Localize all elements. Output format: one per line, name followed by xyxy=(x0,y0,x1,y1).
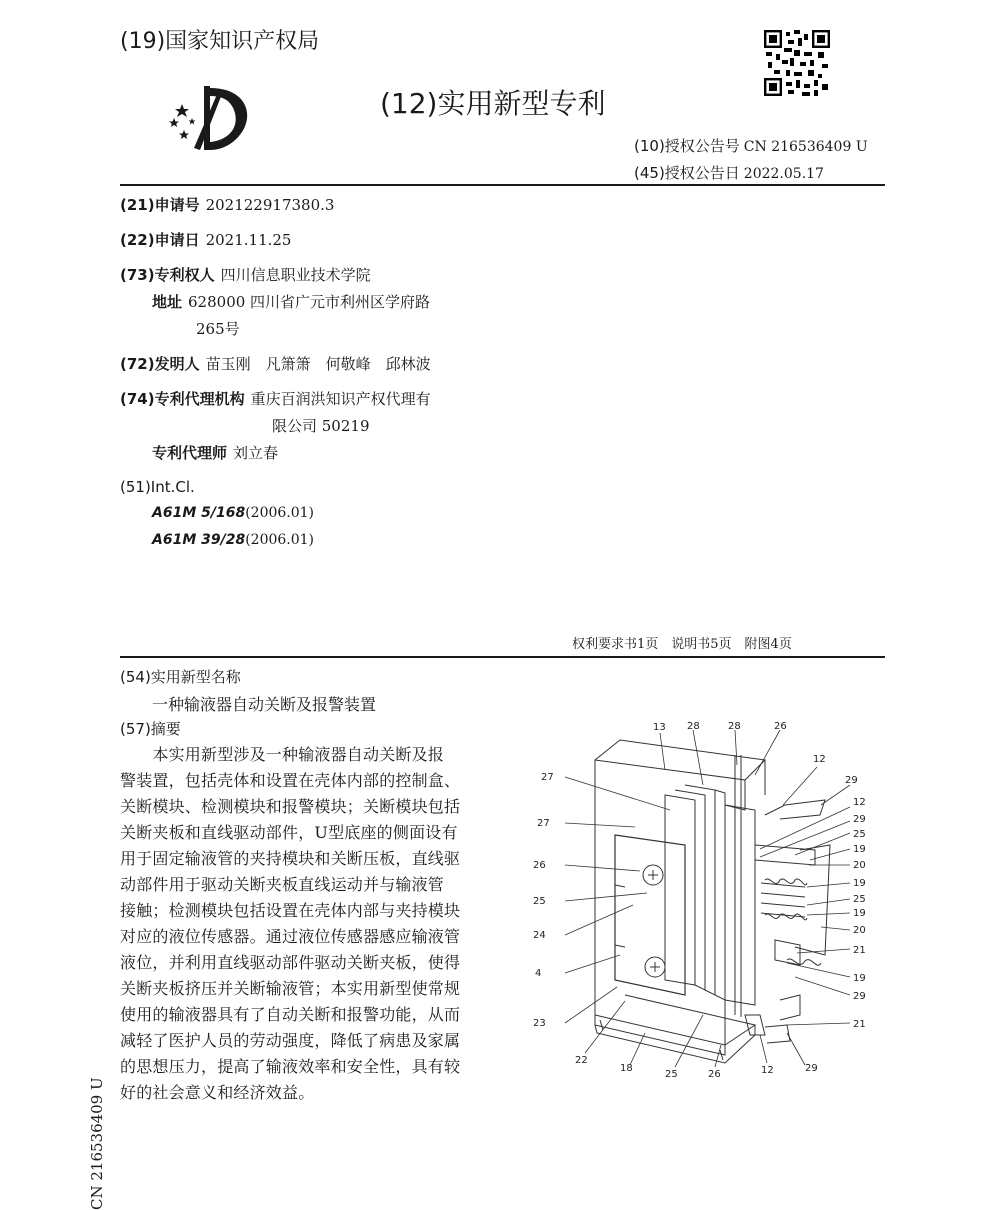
abstract-line: 减轻了医护人员的劳动强度，降低了病患及家属 xyxy=(120,1031,461,1050)
part-label: 25 xyxy=(853,894,866,905)
patent-agent: 专利代理师 刘立春 xyxy=(152,444,279,462)
part-label: 24 xyxy=(533,930,546,941)
part-label: 21 xyxy=(853,1019,866,1030)
abstract-line: 警装置，包括壳体和设置在壳体内部的控制盒、 xyxy=(120,771,461,790)
part-label: 12 xyxy=(813,754,826,765)
abstract-label: (57)摘要 xyxy=(120,720,181,738)
document-type: (12)实用新型专利 xyxy=(380,87,606,120)
abstract-line: 的思想压力，提高了输液效率和安全性，具有较 xyxy=(120,1057,461,1076)
part-label: 19 xyxy=(853,973,866,984)
application-date: (22)申请日 2021.11.25 xyxy=(120,231,292,249)
abstract-line: 液位，并利用直线驱动部件驱动关断夹板，使得 xyxy=(120,953,461,972)
abstract-line: 接触；检测模块包括设置在壳体内部与夹持模块 xyxy=(120,901,461,920)
abstract-line: 本实用新型涉及一种输液器自动关断及报 xyxy=(120,745,445,764)
header-divider xyxy=(120,184,885,186)
publication-number: (10)授权公告号 CN 216536409 U xyxy=(634,137,868,155)
abstract-line: 好的社会意义和经济效益。 xyxy=(120,1083,315,1102)
part-label: 29 xyxy=(853,991,866,1002)
part-label: 19 xyxy=(853,844,866,855)
abstract-line: 关断夹板挤压并关断输液管；本实用新型使常规 xyxy=(120,979,461,998)
abstract-line: 对应的液位传感器。通过液位传感器感应输液管 xyxy=(120,927,461,946)
part-label: 23 xyxy=(533,1018,546,1029)
utility-model-name-label: (54)实用新型名称 xyxy=(120,668,241,686)
part-label: 13 xyxy=(653,722,666,733)
part-label: 26 xyxy=(774,721,787,732)
part-label: 22 xyxy=(575,1055,588,1066)
abstract-line: 关断夹板和直线驱动部件，U型底座的侧面设有 xyxy=(120,823,458,842)
cnipa-logo xyxy=(160,78,260,158)
patent-agency: (74)专利代理机构 重庆百润洪知识产权代理有 xyxy=(120,390,431,408)
part-label: 12 xyxy=(761,1065,774,1076)
publication-date: (45)授权公告日 2022.05.17 xyxy=(634,164,824,182)
abstract-line: 使用的输液器具有了自动关断和报警功能，从而 xyxy=(120,1005,461,1024)
part-label: 26 xyxy=(533,860,546,871)
ipc-label: (51)Int.Cl. xyxy=(120,478,195,496)
part-label: 19 xyxy=(853,908,866,919)
body-divider xyxy=(120,656,885,658)
part-label: 20 xyxy=(853,860,866,871)
side-publication-number: CN 216536409 U xyxy=(88,1077,106,1210)
address-continued: 265号 xyxy=(196,320,240,338)
part-label: 29 xyxy=(853,814,866,825)
part-label: 28 xyxy=(687,721,700,732)
part-label: 20 xyxy=(853,925,866,936)
part-label: 25 xyxy=(665,1069,678,1080)
application-number: (21)申请号 202122917380.3 xyxy=(120,196,335,214)
page-counts: 权利要求书1页 说明书5页 附图4页 xyxy=(572,637,792,652)
office-name: (19)国家知识产权局 xyxy=(120,29,320,54)
part-label: 4 xyxy=(535,968,542,979)
part-label: 26 xyxy=(708,1069,721,1080)
qr-code xyxy=(764,30,830,96)
part-label: 18 xyxy=(620,1063,633,1074)
part-label: 27 xyxy=(541,772,554,783)
utility-model-title: 一种输液器自动关断及报警装置 xyxy=(152,695,377,714)
part-label: 21 xyxy=(853,945,866,956)
part-label: 29 xyxy=(805,1063,818,1074)
part-label: 28 xyxy=(728,721,741,732)
patentee: (73)专利权人 四川信息职业技术学院 xyxy=(120,266,371,284)
part-label: 12 xyxy=(853,797,866,808)
device-drawing xyxy=(525,715,880,1085)
abstract-line: 动部件用于驱动关断夹板直线运动并与输液管 xyxy=(120,875,445,894)
abstract-line: 用于固定输液管的夹持模块和关断压板，直线驱 xyxy=(120,849,461,868)
part-label: 19 xyxy=(853,878,866,889)
part-label: 29 xyxy=(845,775,858,786)
inventors: (72)发明人 苗玉刚 凡箫箫 何敬峰 邱林波 xyxy=(120,355,431,373)
part-label: 25 xyxy=(533,896,546,907)
abstract-line: 关断模块、检测模块和报警模块；关断模块包括 xyxy=(120,797,461,816)
patent-agency-continued: 限公司 50219 xyxy=(272,417,370,435)
ipc-entry: A61M 39/28(2006.01) xyxy=(152,532,315,548)
address: 地址 628000 四川省广元市利州区学府路 xyxy=(152,293,431,311)
ipc-entry: A61M 5/168(2006.01) xyxy=(152,505,315,521)
part-label: 25 xyxy=(853,829,866,840)
part-label: 27 xyxy=(537,818,550,829)
